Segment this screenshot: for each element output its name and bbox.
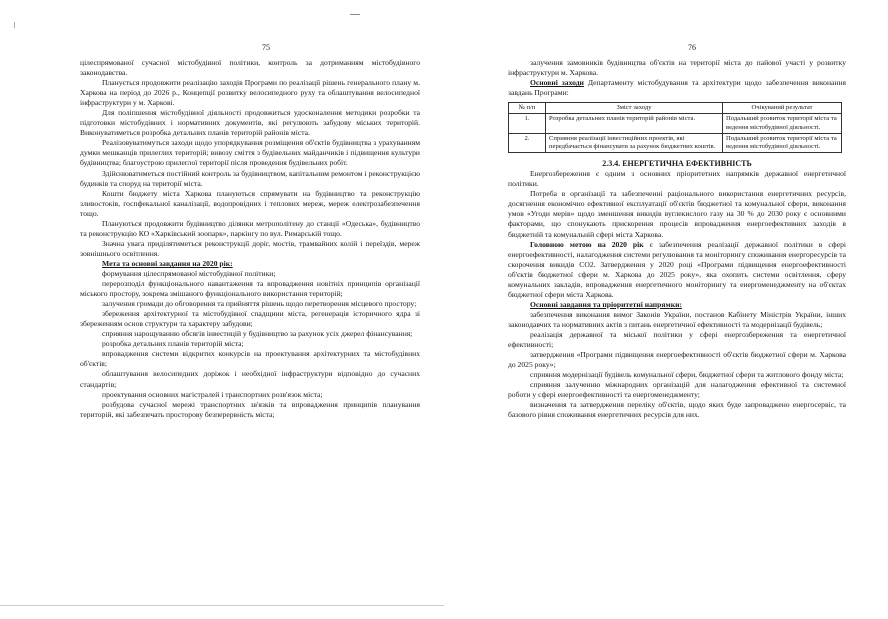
table-header: Зміст заходу bbox=[546, 103, 723, 114]
list-item: перерозподіл функціонального навантаження та впровадження новітніх принципів організації міського простору, зокрема змішаного функціонального використання територій; bbox=[80, 279, 420, 299]
paragraph: Кошти бюджету міста Харкова плануються спрямувати на будівництво та реконструкцію зливостоків, госпфекальної каналізації, водопровідних і теплових мереж, мереж електрозабезпечення тощо. bbox=[80, 188, 420, 218]
table-cell: 2. bbox=[509, 133, 546, 152]
scan-edge bbox=[0, 605, 444, 606]
list-item: сприяння модернізації будівель комунальної сфери, бюджетної сфери та житлового фонду міста; bbox=[530, 370, 844, 380]
list-item: збереження архітектурної та містобудівної спадщини міста, регенерація історичного ядра зі збереженням основ структури та характеру забудови; bbox=[80, 309, 420, 329]
table-cell: Розробка детальних планів територій районів міста. bbox=[546, 114, 723, 133]
section-title: 2.3.4. ЕНЕРГЕТИЧНА ЕФЕКТИВНІСТЬ bbox=[602, 159, 752, 169]
goal-heading: Мета та основні завдання на 2020 рік: bbox=[102, 258, 233, 268]
page-body bbox=[80, 58, 420, 420]
table-cell: Подальший розвиток території міста та ведення містобудівної діяльності. bbox=[723, 133, 842, 152]
table-header-row bbox=[509, 103, 842, 114]
list-item: формування цілеспрямованої містобудівної політики; bbox=[102, 268, 276, 278]
paragraph: Реалізовуватимуться заходи щодо упорядкування розміщення об'єктів будівництва з урахуванням думки мешканців прилеглих територій; вивозу сміття з будівельних майданчиків і підвищення культури будівництва; благоустрою прилеглої території після проведення будівельних робіт. bbox=[80, 138, 420, 168]
paragraph: Планується продовжити реалізацію заходів Програми по реалізації рішень генерального плану м. Харкова на період до 2026 р., Концепції розвитку велосипедного руху та облаштування велосипедної інфраструктури у м. Харкові. bbox=[80, 78, 420, 108]
paragraph: Потреба в організації та забезпеченні раціонального використання енергетичних ресурсів, досягнення економічно ефективної експлуатації об'єктів бюджетної та комунальної сфери, виконання умов «Угоди мерів» щодо зменшення викидів вуглекислого газу на 30 % до 2030 року є основними факторами, що спонукають прискорення процесів впровадження енергоефективних заходів в бюджетній та комунальній сфері міста Харкова. bbox=[508, 189, 846, 239]
list-item: облаштування велосипедних доріжок і необхідної інфраструктури відповідно до сучасних стандартів; bbox=[80, 369, 420, 389]
table-cell: Подальший розвиток території міста та ведення містобудівної діяльності. bbox=[723, 114, 842, 133]
list-item: залучення громади до обговорення та прийняття рішень щодо перетворення місцевого простору; bbox=[102, 299, 417, 309]
paragraph: Значна увага приділятиметься реконструкції доріг, мостів, трамвайних колій і переїздів, мереж зовнішнього освітлення. bbox=[80, 238, 420, 258]
measures-label: Основні заходи bbox=[530, 78, 584, 88]
table-cell: Сприяння реалізації інвестиційних проектів, які передбачається фінансувати за рахунок бюджетних коштів. bbox=[546, 133, 723, 152]
list-item: сприяння нарощуванню обсягів інвестицій у будівництво за рахунок усіх джерел фінансування; bbox=[102, 329, 413, 339]
paragraph: цілеспрямованої сучасної містобудівної політики, контроль за дотриманням містобудівного законодавства. bbox=[80, 58, 420, 78]
measures-table bbox=[508, 102, 842, 153]
paragraph bbox=[508, 240, 846, 300]
list-item: проектування основних магістралей і транспортних розв'язок міста; bbox=[102, 389, 323, 399]
paragraph: Енергозбереження є одним з основних пріоритетних напрямків державної енергетичної політики. bbox=[508, 169, 846, 189]
page-right bbox=[444, 0, 888, 619]
page-number: 76 bbox=[688, 43, 696, 52]
table-row bbox=[509, 114, 842, 133]
list-item: реалізація державної та міської політики у сфері енергозбереження та енергетичної ефективності; bbox=[508, 330, 846, 350]
paragraph: Для поліпшення містобудівної діяльності продовжиться удосконалення методики розробки та підготовки містобудівних і нормативних документів, які регулюють забудову міських територій. Виконуватиметься розробка детальних планів територій районів міста. bbox=[80, 108, 420, 138]
table-row bbox=[509, 133, 842, 152]
goal-phrase: Головною метою на 2020 рік bbox=[530, 239, 644, 249]
paragraph: залучення замовників будівництва об'єктів на території міста до пайової участі у розвитку інфраструктури м. Харкова. bbox=[508, 58, 846, 78]
tasks-heading: Основні завдання та пріоритетні напрямки: bbox=[530, 299, 682, 309]
table-header: Очікуваний результат bbox=[723, 103, 842, 114]
list-item: визначення та затвердження переліку об'єктів, щодо яких буде запроваджено енергосервіс, та базового рівня споживання енергетичних ресурсів для них. bbox=[508, 400, 846, 420]
measures-text: Департаменту містобудування та архітектури щодо забезпечення виконання завдань Програми: bbox=[508, 78, 846, 98]
paragraph: Здійснюватиметься постійний контроль за будівництвом, капітальним ремонтом і реконструкцією будинків та споруд на території міста. bbox=[80, 168, 420, 188]
list-item: забезпечення виконання вимог Законів України, постанов Кабінету Міністрів України, інших законодавчих та нормативних актів з питань енергетичної ефективності та модернізації будівель; bbox=[508, 309, 846, 329]
list-item: впровадження системи відкритих конкурсів на проектування архітектурних та містобудівних об'єктів; bbox=[80, 349, 420, 369]
table-cell: 1. bbox=[509, 114, 546, 133]
paragraph: Плануються продовжити будівництво ділянки метрополітену до станції «Одеська», будівництво та реконструкцію КО «Харківський зоопарк», паркінгу по вул. Римарській тощо. bbox=[80, 218, 420, 238]
goal-text: є забезпечення реалізації державної політики в сфері енергоефективності, налагодження системи регулювання та моніторингу споживання енергоресурсів та скорочення викидів СО2. Затвердження у 2020 році «Програми підвищення енергоефективності об'єктів бюджетної сфери м. Харкова до 2025 року», яка охопить системи освітлення, сферу комунальних закладів, впровадження енергетичного моніторингу та енергоменеджменту на об'єктах бюджетної сфери міста Харкова. bbox=[508, 239, 846, 299]
measures-paragraph bbox=[508, 78, 846, 98]
list-item: сприяння залученню міжнародних організацій для налагодження ефективної та системної роботи у сфері енергоефективності та енергоменеджменту; bbox=[508, 380, 846, 400]
table-header: № п/п bbox=[509, 103, 546, 114]
list-item: розбудова сучасної мережі транспортних зв'язків та впровадження принципів планування територій, які забезпечать просторову безперервність міста; bbox=[80, 399, 420, 419]
list-item: затвердження «Програми підвищення енергоефективності об'єктів бюджетної сфери м. Харкова до 2025 року»; bbox=[508, 350, 846, 370]
page-number: 75 bbox=[262, 43, 270, 52]
page-body bbox=[508, 58, 846, 420]
list-item: розробка детальних планів територій міста; bbox=[102, 339, 244, 349]
